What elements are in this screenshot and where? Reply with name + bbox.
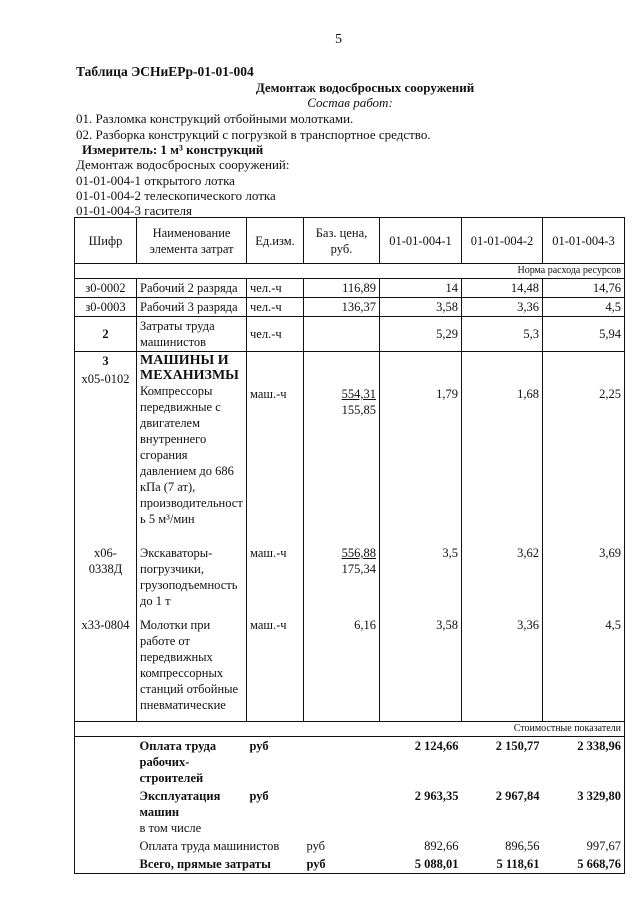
cell-unit: руб <box>249 789 269 803</box>
work-item: 01. Разломка конструкций отбойными молотками. <box>76 111 354 126</box>
section-cost: Стоимостные показатели <box>75 722 625 737</box>
cell-v3: 3,69 <box>543 544 625 616</box>
cell-code: х06-0338Д <box>75 544 137 616</box>
cell-v2: 14,48 <box>462 279 543 298</box>
header-variant-3: 01-01-004-3 <box>543 218 625 264</box>
table-row <box>75 317 625 352</box>
cell-v2: 2 150,77 <box>462 737 543 788</box>
cell-v2: 5 118,61 <box>462 855 543 874</box>
cell-name: Затраты труда машинистов <box>137 317 247 352</box>
cell-name: Рабочий 3 разряда <box>137 298 247 317</box>
table-row <box>75 837 625 855</box>
cell-unit: чел.-ч <box>247 317 304 352</box>
cell-cost-name: Всего, прямые затраты <box>137 855 304 874</box>
cell-name: Рабочий 2 разряда <box>137 279 247 298</box>
cell-v3: 14,76 <box>543 279 625 298</box>
cell-v3: 5,94 <box>543 317 625 352</box>
cell-price: 554,31 <box>341 387 376 401</box>
cell-v2: 1,68 <box>462 352 543 545</box>
cell-name: Экскаваторы-погрузчики, грузоподъемность до 1 т <box>137 544 247 616</box>
cell-v2: 2 967,84 <box>495 789 540 803</box>
table-row <box>75 855 625 874</box>
cell-price-secondary: 175,34 <box>341 562 376 576</box>
cell-price <box>304 317 380 352</box>
page-number: 5 <box>335 32 342 47</box>
table-row <box>75 544 625 616</box>
cell-v1: 14 <box>380 279 462 298</box>
cell-code: з0-0003 <box>75 298 137 317</box>
cell-v1: 3,58 <box>380 298 462 317</box>
cell-unit: руб <box>306 839 326 853</box>
variant-item: 01-01-004-1 открытого лотка <box>76 173 235 188</box>
cell-v1: 3,58 <box>380 616 462 722</box>
cell-code: 3 <box>102 354 109 368</box>
header-unit: Ед.изм. <box>247 218 304 264</box>
measure-unit: Измеритель: 1 м³ конструкций <box>82 142 264 157</box>
cell-unit: руб <box>247 737 304 788</box>
table-row <box>75 616 625 722</box>
table-header-row <box>75 218 625 264</box>
cell-price: 136,37 <box>304 298 380 317</box>
cell-v1: 2 963,35 <box>414 789 459 803</box>
header-name: Наименование элемента затрат <box>137 218 247 264</box>
cell-unit: маш.-ч <box>247 352 304 545</box>
cell-v1: 892,66 <box>424 839 459 853</box>
header-price: Баз. цена, руб. <box>304 218 380 264</box>
cell-v1: 1,79 <box>380 352 462 545</box>
cell-v3: 3 329,80 <box>543 787 625 837</box>
variant-item: 01-01-004-3 гасителя <box>76 203 192 218</box>
cell-price-secondary: 155,85 <box>341 403 376 417</box>
cell-cost-name: Оплата труда машинистов <box>139 839 280 853</box>
cell-price: 116,89 <box>304 279 380 298</box>
cell-unit: маш.-ч <box>247 616 304 722</box>
cell-v1: 5 088,01 <box>380 855 462 874</box>
cell-v2: 5,3 <box>462 317 543 352</box>
cell-v3: 4,5 <box>543 616 625 722</box>
header-variant-2: 01-01-004-2 <box>462 218 543 264</box>
table-row <box>75 737 625 788</box>
cell-unit: чел.-ч <box>247 298 304 317</box>
work-item: 02. Разборка конструкций с погрузкой в транспортное средство. <box>76 127 431 142</box>
cell-unit: маш.-ч <box>247 544 304 616</box>
cell-v1: 5,29 <box>380 317 462 352</box>
cell-v3: 4,5 <box>543 298 625 317</box>
cell-cost-name: Эксплуатация машин <box>139 789 221 819</box>
table-title: Таблица ЭСНиЕРр-01-01-004 <box>76 64 254 79</box>
cell-unit: руб <box>304 855 380 874</box>
cell-unit: чел.-ч <box>247 279 304 298</box>
section-norm: Норма расхода ресурсов <box>75 264 625 279</box>
cell-v3: 997,67 <box>543 837 625 855</box>
cell-v2: 3,36 <box>462 616 543 722</box>
cell-v3: 2,25 <box>543 352 625 545</box>
intro-text: Демонтаж водосбросных сооружений: <box>76 157 290 172</box>
cell-code: 2 <box>75 317 137 352</box>
cell-v3: 2 338,96 <box>543 737 625 788</box>
table-row <box>75 279 625 298</box>
cell-v1: 2 124,66 <box>380 737 462 788</box>
cell-v2: 3,62 <box>462 544 543 616</box>
cell-code: х05-0102 <box>81 372 130 386</box>
cell-v3: 5 668,76 <box>543 855 625 874</box>
cell-cost-name: Оплата труда рабочих-строителей <box>137 737 247 788</box>
table-row <box>75 787 625 837</box>
variant-item: 01-01-004-2 телескопического лотка <box>76 188 276 203</box>
resource-table <box>74 217 625 874</box>
cell-v2: 3,36 <box>462 298 543 317</box>
cell-code: з0-0002 <box>75 279 137 298</box>
cell-v2: 896,56 <box>505 839 540 853</box>
cell-code: х33-0804 <box>75 616 137 722</box>
header-variant-1: 01-01-004-1 <box>380 218 462 264</box>
cell-price: 6,16 <box>304 616 380 722</box>
cell-cost-sub: в том числе <box>139 821 202 835</box>
header-code: Шифр <box>75 218 137 264</box>
cell-name: Компрессоры передвижные с двигателем внутреннего сгорания давлением до 686 кПа (7 ат), производительност ь 5 м³/мин <box>140 384 243 526</box>
cell-v1: 3,5 <box>380 544 462 616</box>
section-title: Демонтаж водосбросных сооружений <box>255 80 475 95</box>
table-row <box>75 298 625 317</box>
work-composition-title: Состав работ: <box>307 95 393 110</box>
machines-title: МАШИНЫ И МЕХАНИЗМЫ <box>140 353 239 383</box>
table-row <box>75 352 625 545</box>
cell-name: Молотки при работе от передвижных компрессорных станций отбойные пневматические <box>137 616 247 722</box>
cell-price: 556,88 <box>341 546 376 560</box>
